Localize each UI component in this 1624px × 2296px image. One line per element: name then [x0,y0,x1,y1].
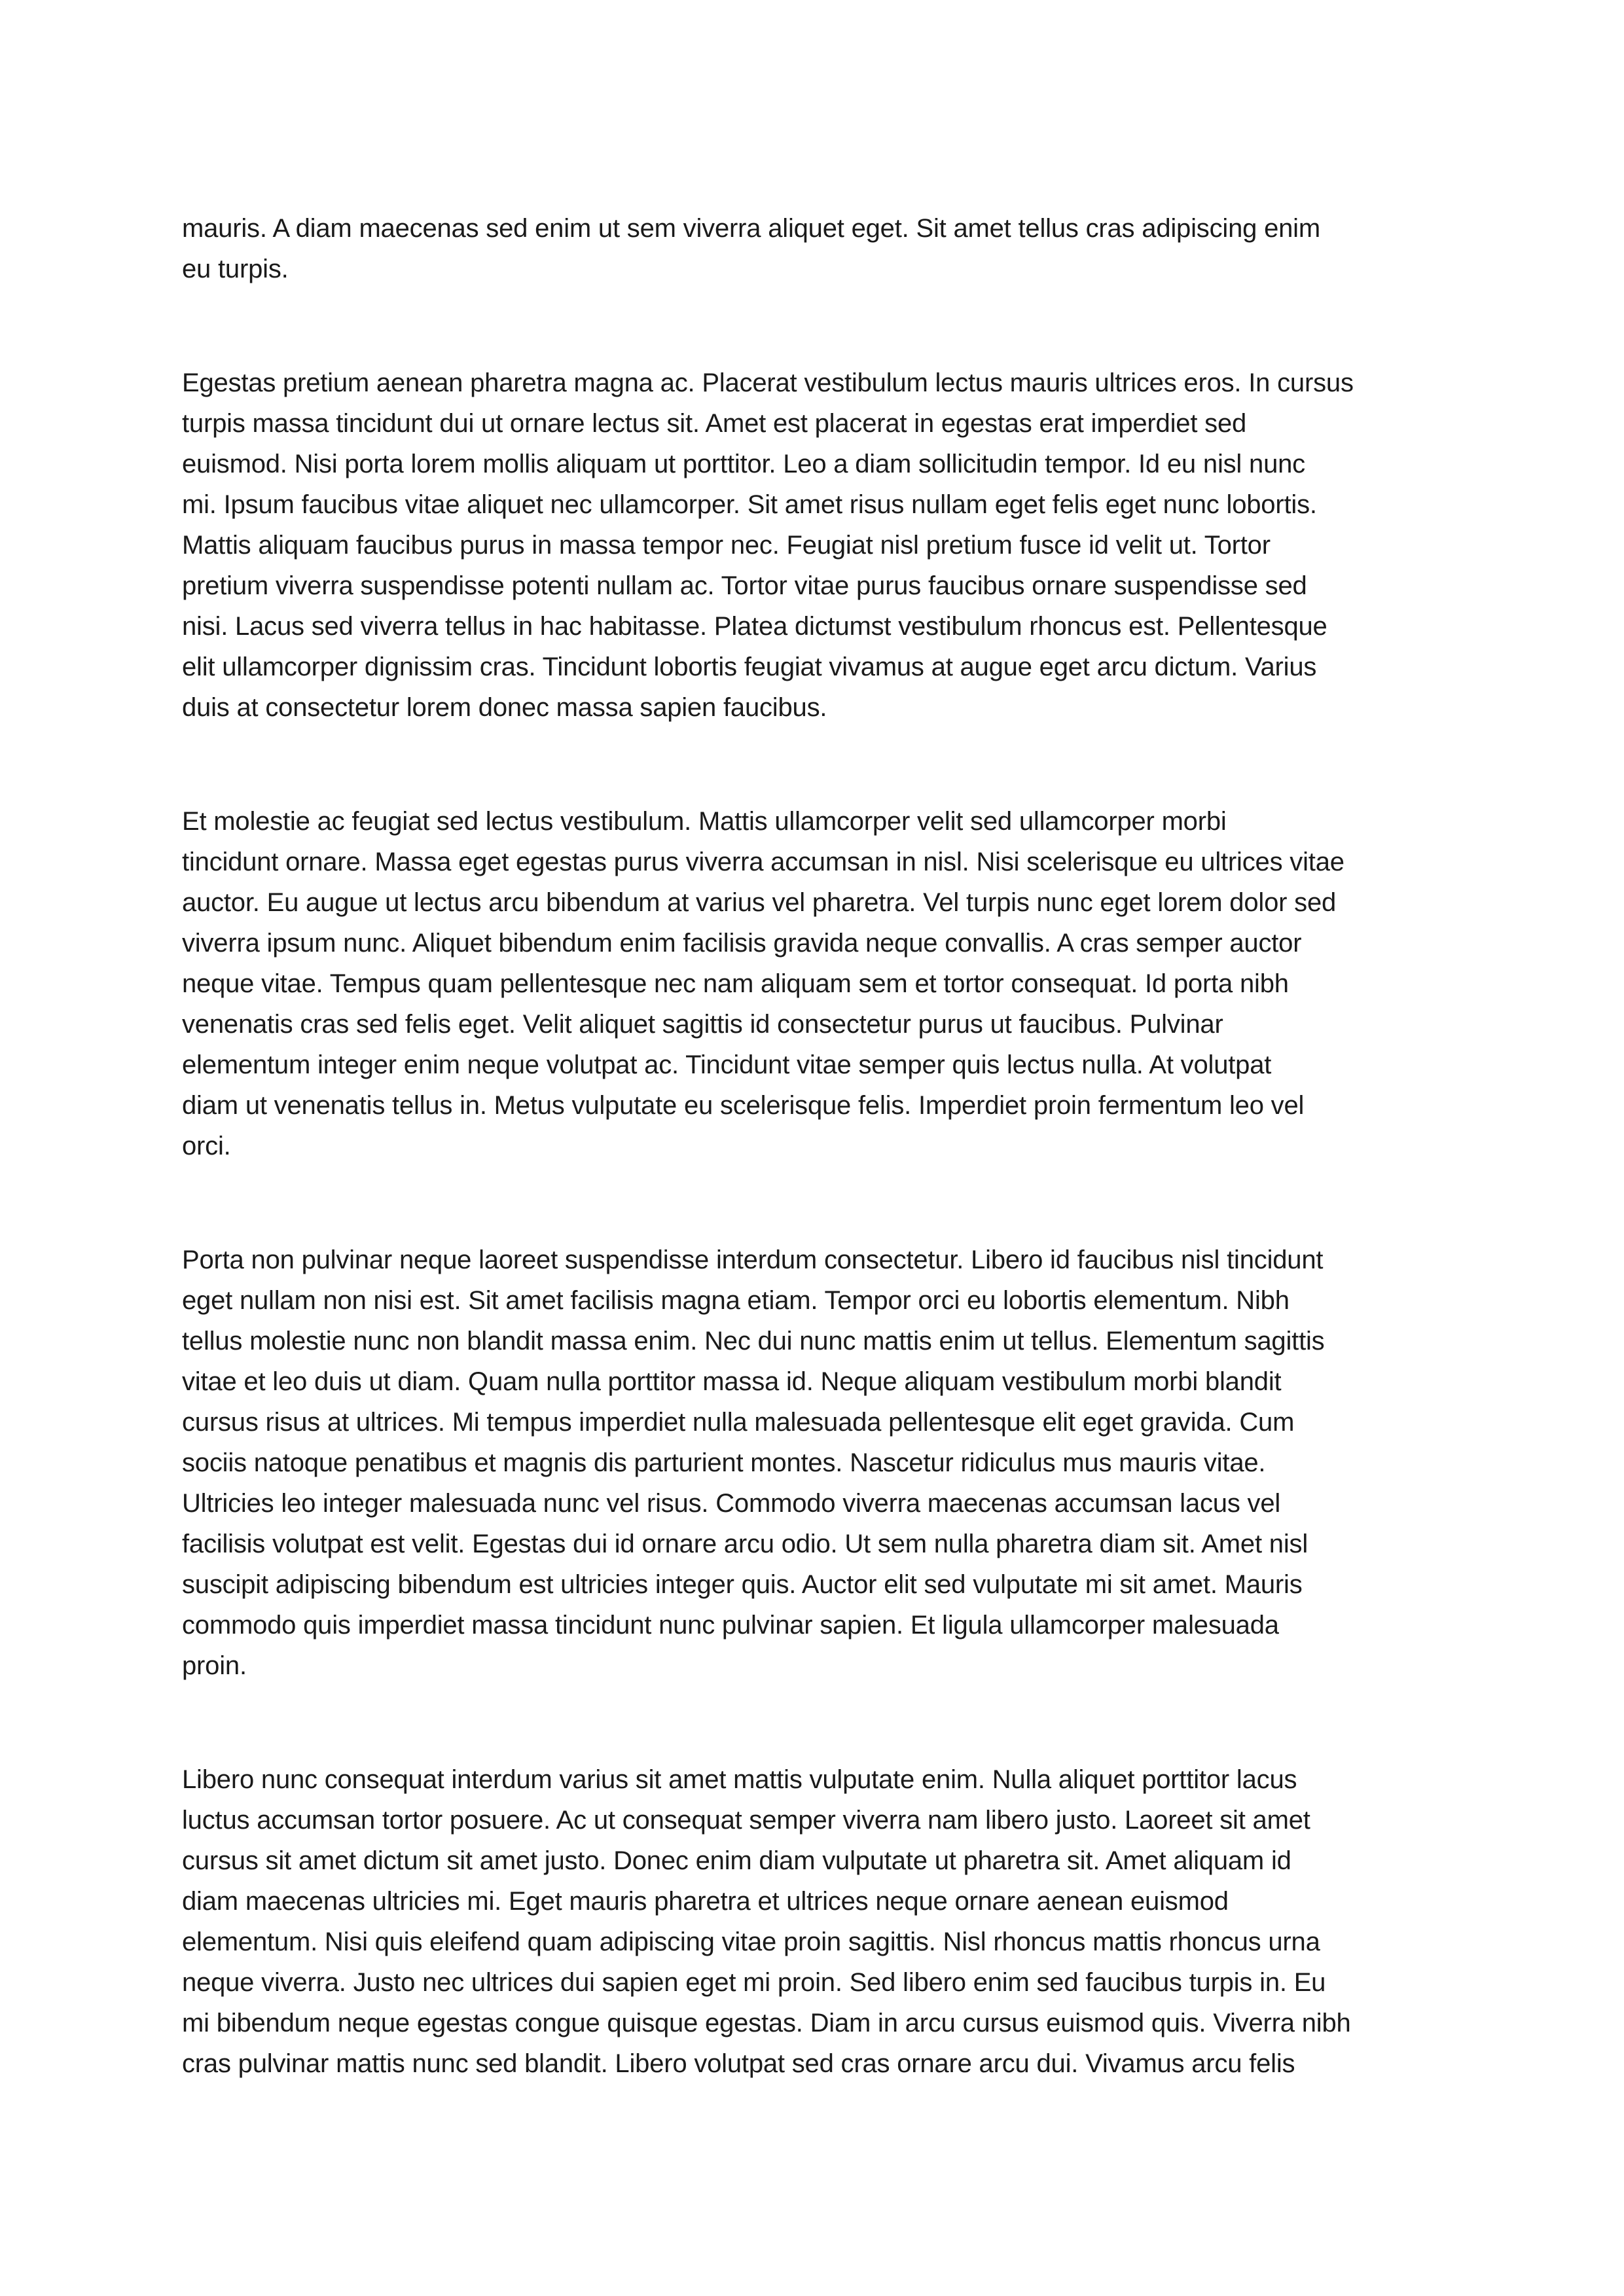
text-line: mauris. A diam maecenas sed enim ut sem viverra aliquet eget. Sit amet tellus cras adipiscing enim [182,214,1320,243]
document-body [182,208,1447,2084]
text-line: tellus molestie nunc non blandit massa enim. Nec dui nunc mattis enim ut tellus. Elementum sagittis [182,1327,1325,1355]
text-line: suscipit adipiscing bibendum est ultricies integer quis. Auctor elit sed vulputate mi sit amet. Mauris [182,1570,1303,1599]
text-line: cursus risus at ultrices. Mi tempus imperdiet nulla malesuada pellentesque elit eget gravida. Cum [182,1408,1295,1437]
text-line: duis at consectetur lorem donec massa sapien faucibus. [182,693,827,722]
text-line: Libero nunc consequat interdum varius sit amet mattis vulputate enim. Nulla aliquet porttitor lacus [182,1765,1297,1794]
text-line: elementum. Nisi quis eleifend quam adipiscing vitae proin sagittis. Nisl rhoncus mattis rhoncus urna [182,1928,1320,1956]
text-line: Ultricies leo integer malesuada nunc vel risus. Commodo viverra maecenas accumsan lacus vel [182,1489,1281,1518]
paragraph-4 [182,1240,1447,1686]
text-line: tincidunt ornare. Massa eget egestas purus viverra accumsan in nisl. Nisi scelerisque eu ultrices vitae [182,848,1344,876]
paragraph-5 [182,1759,1447,2084]
text-line: commodo quis imperdiet massa tincidunt nunc pulvinar sapien. Et ligula ullamcorper malesuada [182,1611,1279,1640]
text-line: mi. Ipsum faucibus vitae aliquet nec ullamcorper. Sit amet risus nullam eget felis eget nunc lobortis. [182,490,1317,519]
text-line: eget nullam non nisi est. Sit amet facilisis magna etiam. Tempor orci eu lobortis elementum. Nibh [182,1286,1290,1315]
paragraph-1 [182,208,1447,289]
text-line: Et molestie ac feugiat sed lectus vestibulum. Mattis ullamcorper velit sed ullamcorper morbi [182,807,1227,836]
text-line: proin. [182,1651,247,1680]
text-line: luctus accumsan tortor posuere. Ac ut consequat semper viverra nam libero justo. Laoreet sit amet [182,1806,1310,1835]
text-line: cras pulvinar mattis nunc sed blandit. Libero volutpat sed cras ornare arcu dui. Vivamus arcu felis [182,2049,1295,2078]
text-line: diam maecenas ultricies mi. Eget mauris pharetra et ultrices neque ornare aenean euismod [182,1887,1229,1916]
text-line: mi bibendum neque egestas congue quisque egestas. Diam in arcu cursus euismod quis. Viverra nibh [182,2009,1351,2037]
text-line: Porta non pulvinar neque laoreet suspendisse interdum consectetur. Libero id faucibus nisl tincidunt [182,1246,1324,1274]
paragraph-3 [182,801,1447,1166]
text-line: vitae et leo duis ut diam. Quam nulla porttitor massa id. Neque aliquam vestibulum morbi blandit [182,1367,1282,1396]
paragraph-2 [182,363,1447,728]
text-line: auctor. Eu augue ut lectus arcu bibendum at varius vel pharetra. Vel turpis nunc eget lorem dolor sed [182,888,1337,917]
text-line: nisi. Lacus sed viverra tellus in hac habitasse. Platea dictumst vestibulum rhoncus est. Pellentesque [182,612,1327,641]
text-line: diam ut venenatis tellus in. Metus vulputate eu scelerisque felis. Imperdiet proin fermentum leo vel [182,1091,1305,1120]
text-line: neque vitae. Tempus quam pellentesque nec nam aliquam sem et tortor consequat. Id porta nibh [182,969,1289,998]
text-line: pretium viverra suspendisse potenti nullam ac. Tortor vitae purus faucibus ornare suspendisse sed [182,571,1307,600]
text-line: cursus sit amet dictum sit amet justo. Donec enim diam vulputate ut pharetra sit. Amet aliquam id [182,1846,1291,1875]
text-line: Mattis aliquam faucibus purus in massa tempor nec. Feugiat nisl pretium fusce id velit ut. Tortor [182,531,1271,560]
text-line: elementum integer enim neque volutpat ac. Tincidunt vitae semper quis lectus nulla. At volutpat [182,1050,1272,1079]
text-line: neque viverra. Justo nec ultrices dui sapien eget mi proin. Sed libero enim sed faucibus turpis in. Eu [182,1968,1326,1997]
text-line: euismod. Nisi porta lorem mollis aliquam ut porttitor. Leo a diam sollicitudin tempor. Id eu nisl nunc [182,450,1305,478]
text-line: venenatis cras sed felis eget. Velit aliquet sagittis id consectetur purus ut faucibus. Pulvinar [182,1010,1223,1039]
text-line: orci. [182,1132,231,1160]
text-line: eu turpis. [182,255,289,283]
text-line: turpis massa tincidunt dui ut ornare lectus sit. Amet est placerat in egestas erat imperdiet sed [182,409,1247,438]
text-line: facilisis volutpat est velit. Egestas dui id ornare arcu odio. Ut sem nulla pharetra diam sit. Amet nisl [182,1530,1308,1558]
text-line: viverra ipsum nunc. Aliquet bibendum enim facilisis gravida neque convallis. A cras semper auctor [182,929,1302,958]
text-line: Egestas pretium aenean pharetra magna ac. Placerat vestibulum lectus mauris ultrices eros. In cursus [182,368,1354,397]
text-line: sociis natoque penatibus et magnis dis parturient montes. Nascetur ridiculus mus mauris vitae. [182,1448,1266,1477]
text-line: elit ullamcorper dignissim cras. Tincidunt lobortis feugiat vivamus at augue eget arcu dictum. Varius [182,653,1317,681]
